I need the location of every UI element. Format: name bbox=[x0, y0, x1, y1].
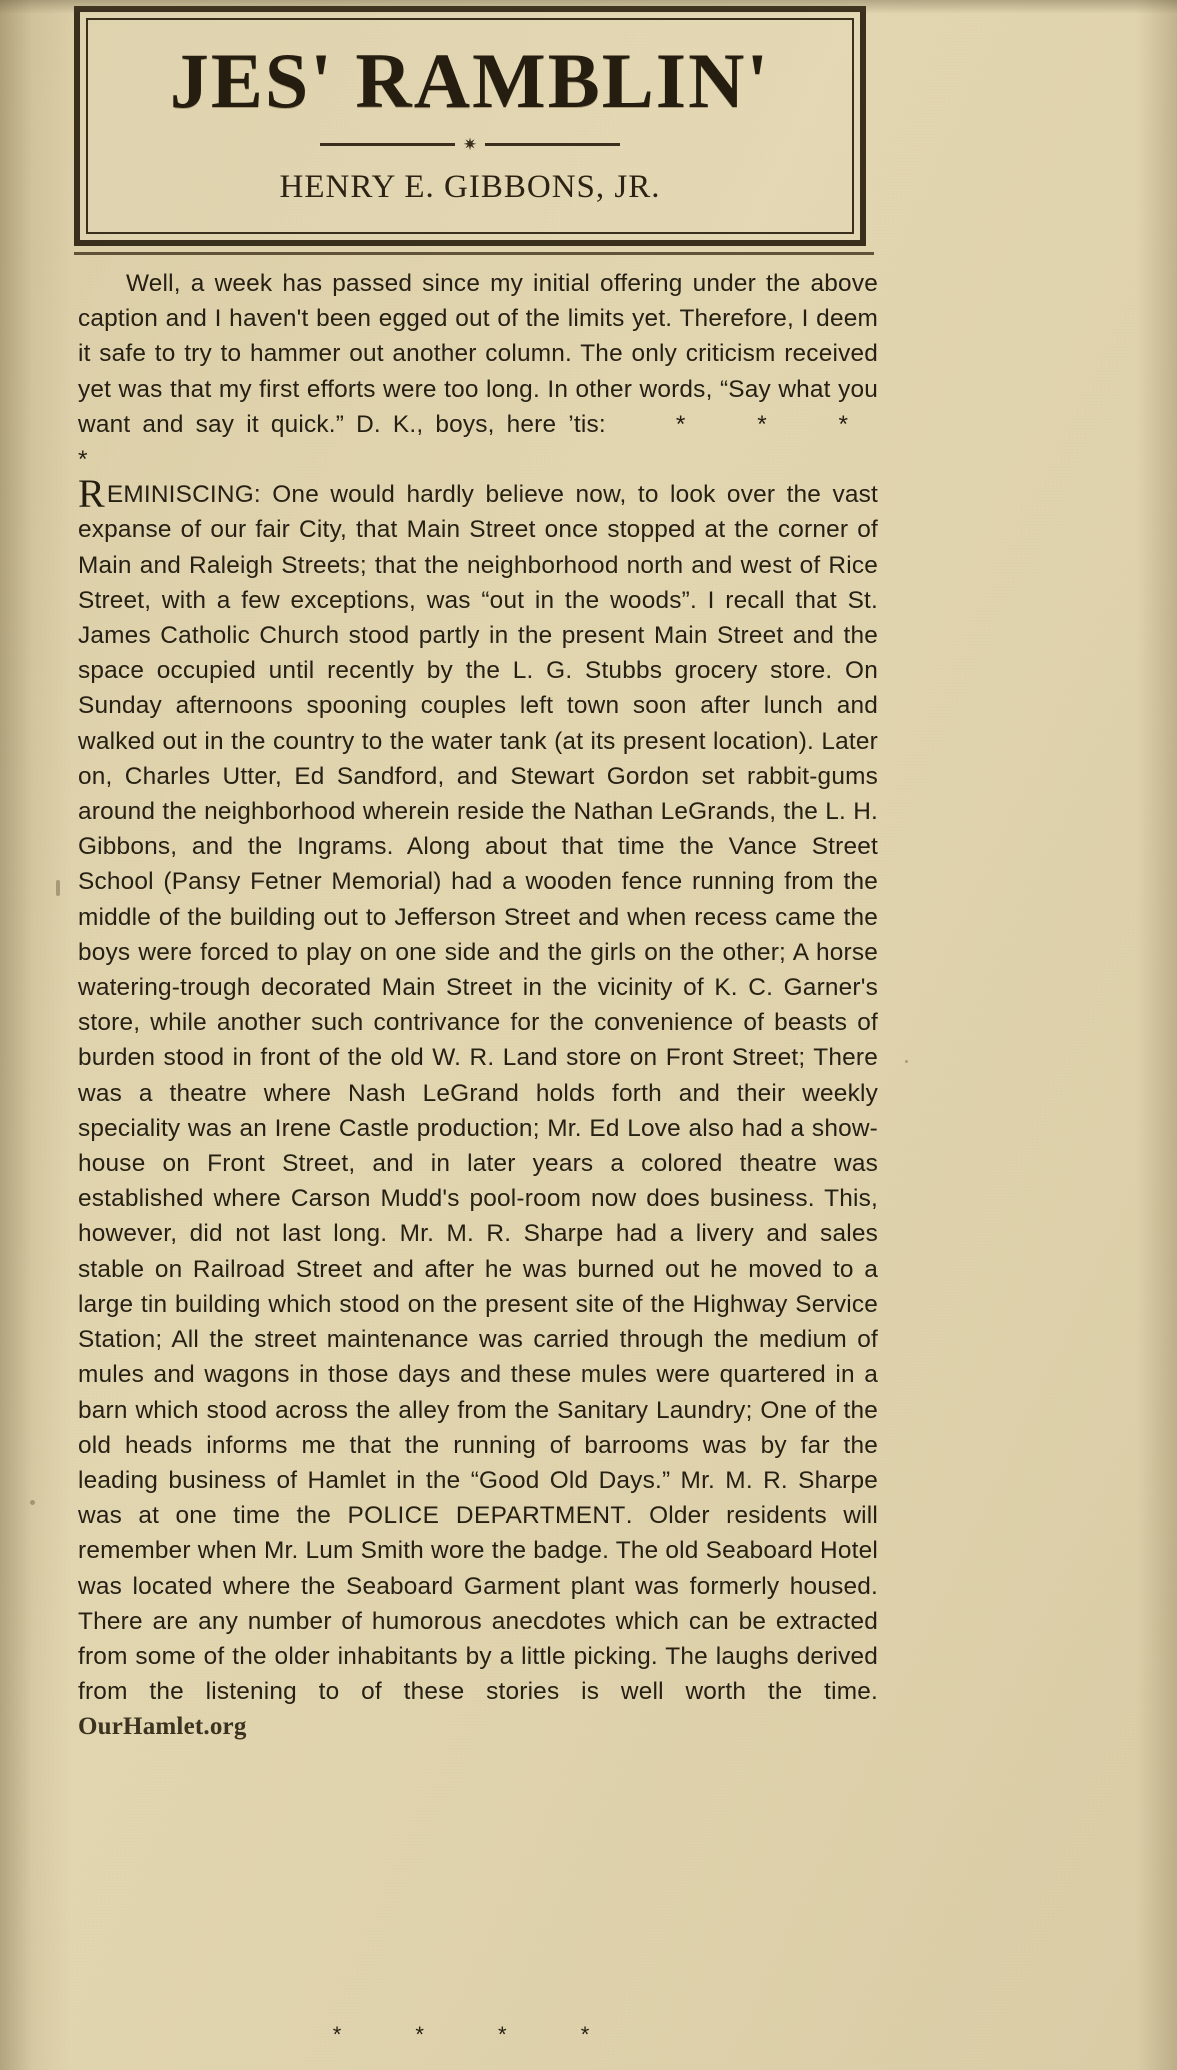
left-page-shadow bbox=[0, 0, 72, 2070]
top-page-shadow bbox=[0, 0, 1177, 14]
drop-cap: R bbox=[78, 471, 105, 517]
intro-text: Well, a week has passed since my initial offering under the above caption and I haven't been egged out of the limits yet. Therefore, I deem it safe to try to hammer out another column. The only criticism received yet was that my first efforts were too long. In other words, “Say what you want and say it quick.” D. K., boys, here ’tis: bbox=[78, 270, 878, 438]
page-title: JES' RAMBLIN' bbox=[169, 37, 771, 124]
reminiscing-paragraph bbox=[78, 471, 879, 1744]
right-page-shadow bbox=[1137, 0, 1177, 2070]
star-ornament-icon: ✷ bbox=[462, 135, 478, 154]
site-watermark: OurHamlet.org bbox=[78, 1713, 247, 1741]
paper-speck bbox=[30, 1500, 35, 1505]
divider-line-right bbox=[485, 143, 620, 146]
masthead-divider bbox=[320, 136, 620, 153]
star-separator-inline: * * * * bbox=[78, 410, 879, 474]
body-text-part-2: . Older residents will remember when Mr. Lum Smith wore the badge. The old Seaboard Hotel was located where the Seaboard Garment plant was formerly housed. There are any number of humorous anecdotes which can be extracted from some of the older inhabitants by a little picking. The laughs derived from the listening to of these stories is well worth the time. bbox=[78, 1502, 879, 1706]
byline: HENRY E. GIBBONS, JR. bbox=[279, 169, 661, 205]
divider-line-left bbox=[320, 143, 455, 146]
masthead-under-rule bbox=[74, 252, 874, 255]
star-separator-bottom: * * * * bbox=[332, 2022, 624, 2047]
police-department-caps: POLICE DEPARTMENT bbox=[347, 1502, 626, 1530]
paper-speck bbox=[905, 1060, 908, 1063]
paper-speck bbox=[56, 880, 60, 896]
intro-paragraph bbox=[78, 266, 878, 477]
body-text-part-1: One would hardly believe now, to look over the vast expanse of our fair City, that Main Street once stopped at the corner of Main and Raleigh Streets; that the neighborhood north and west of Rice Street, with a few exceptions, was “out in the woods”. I recall that St. James Catholic Church stood partly in the present Main Street and the space occupied until recently by the L. G. Stubbs grocery store. On Sunday afternoons spooning couples left town soon after lunch and walked out in the country to the water tank (at its present location). Later on, Charles Utter, Ed Sandford, and Stewart Gordon set rabbit-gums around the neighborhood wherein reside the Nathan LeGrands, the L. H. Gibbons, and the Ingrams. Along about that time the Vance Street School (Pansy Fetner Memorial) had a wooden fence running from the middle of the building out to Jefferson Street and when recess came the boys were forced to play on one side and the girls on the other; A horse watering-trough decorated Main Street in the vicinity of K. C. Garner's store, while another such contrivance for the convenience of beasts of burden stood in front of the old W. R. Land store on Front Street; There was a theatre where Nash LeGrand holds forth and their weekly speciality was an Irene Castle production; Mr. Ed Love also had a show-house on Front Street, and in later years a colored theatre was established where Carson Mudd's pool-room now does business. This, however, did not last long. Mr. M. R. Sharpe had a livery and sales stable on Railroad Street and after he was burned out he moved to a large tin building which stood on the present site of the Highway Service Station; All the street maintenance was carried through the medium of mules and wagons in those days and these mules were quartered in a barn which stood across the alley from the Sanitary Laundry; One of the old heads informs me that the running of barrooms was by far the leading business of Hamlet in the “Good Old Days.” Mr. M. R. Sharpe was at one time the bbox=[78, 481, 878, 1530]
article-body bbox=[78, 266, 878, 1745]
section-lead: EMINISCING: bbox=[106, 481, 261, 509]
masthead-box bbox=[74, 6, 866, 246]
masthead-inner-border bbox=[86, 18, 854, 234]
